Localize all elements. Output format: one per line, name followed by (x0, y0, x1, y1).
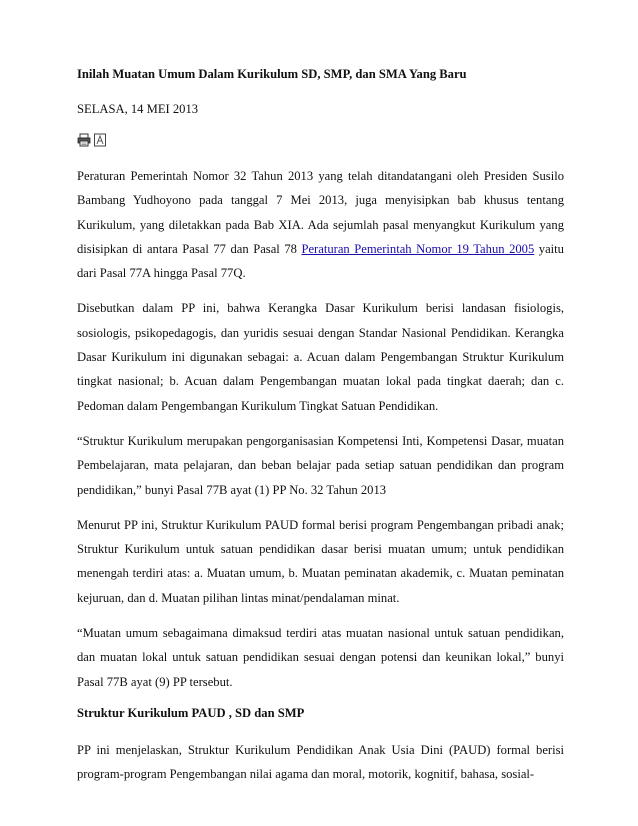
paragraph-5: “Muatan umum sebagaimana dimaksud terdiri atas muatan nasional untuk satuan pendidikan, dan muatan lokal untuk satuan pendidikan sesuai dengan potensi dan keunikan lokal,” bunyi Pasal 77B ayat (9) PP tersebut. (77, 626, 564, 689)
regulation-link[interactable]: Peraturan Pemerintah Nomor 19 Tahun 2005 (301, 241, 535, 256)
action-icons (77, 132, 564, 148)
article-title: Inilah Muatan Umum Dalam Kurikulum SD, SMP, dan SMA Yang Baru (77, 67, 467, 81)
section-heading: Struktur Kurikulum PAUD , SD dan SMP (77, 705, 305, 720)
pdf-icon[interactable] (93, 133, 107, 147)
paragraph-1-text-start: Peraturan Pemerintah Nomor 32 Tahun 2013 yang telah ditandatangani oleh Presiden Susilo Bambang Yudhoyono pada tanggal 7 Mei 2013, juga menyisipkan bab khusus tentang Kurikulum, yang diletakkan pada Bab XIA. Ada sejumlah pasal menyangkut Kurikulum yang disisipkan di antara Pasal 77 dan Pasal 78 (77, 169, 564, 256)
paragraph-2: Disebutkan dalam PP ini, bahwa Kerangka Dasar Kurikulum berisi landasan fisiologis, sosiologis, psikopedagogis, dan yuridis sesuai dengan Standar Nasional Pendidikan. Kerangka Dasar Kurikulum ini digunakan sebagai: a. Acuan dalam Pengembangan Struktur Kurikulum tingkat nasional; b. Acuan dalam Pengembangan muatan lokal pada tingkat daerah; dan c. Pedoman dalam Pengembangan Kurikulum Tingkat Satuan Pendidikan. (77, 301, 564, 413)
paragraph-4: Menurut PP ini, Struktur Kurikulum PAUD formal berisi program Pengembangan pribadi anak; Struktur Kurikulum untuk satuan pendidikan dasar berisi muatan umum; untuk pendidikan menengah terdiri atas: a. Muatan umum, b. Muatan peminatan akademik, c. Muatan peminatan kejuruan, dan d. Muatan pilihan lintas minat/pendalaman minat. (77, 517, 564, 605)
paragraph-3: “Struktur Kurikulum merupakan pengorganisasian Kompetensi Inti, Kompetensi Dasar, muatan Pembelajaran, mata pelajaran, dan beban belajar pada setiap satuan pendidikan dan program pendidikan,” bunyi Pasal 77B ayat (1) PP No. 32 Tahun 2013 (77, 433, 564, 497)
paragraph-1 (77, 164, 564, 285)
paragraph-1-text-end: yaitu dari Pasal 77A hingga Pasal 77Q. (77, 241, 564, 281)
paragraph-6: PP ini menjelaskan, Struktur Kurikulum Pendidikan Anak Usia Dini (PAUD) formal berisi program-program Pengembangan nilai agama dan moral, motorik, kognitif, bahasa, sosial- (77, 742, 564, 782)
article-date: SELASA, 14 MEI 2013 (77, 102, 199, 116)
print-icon[interactable] (77, 133, 91, 147)
